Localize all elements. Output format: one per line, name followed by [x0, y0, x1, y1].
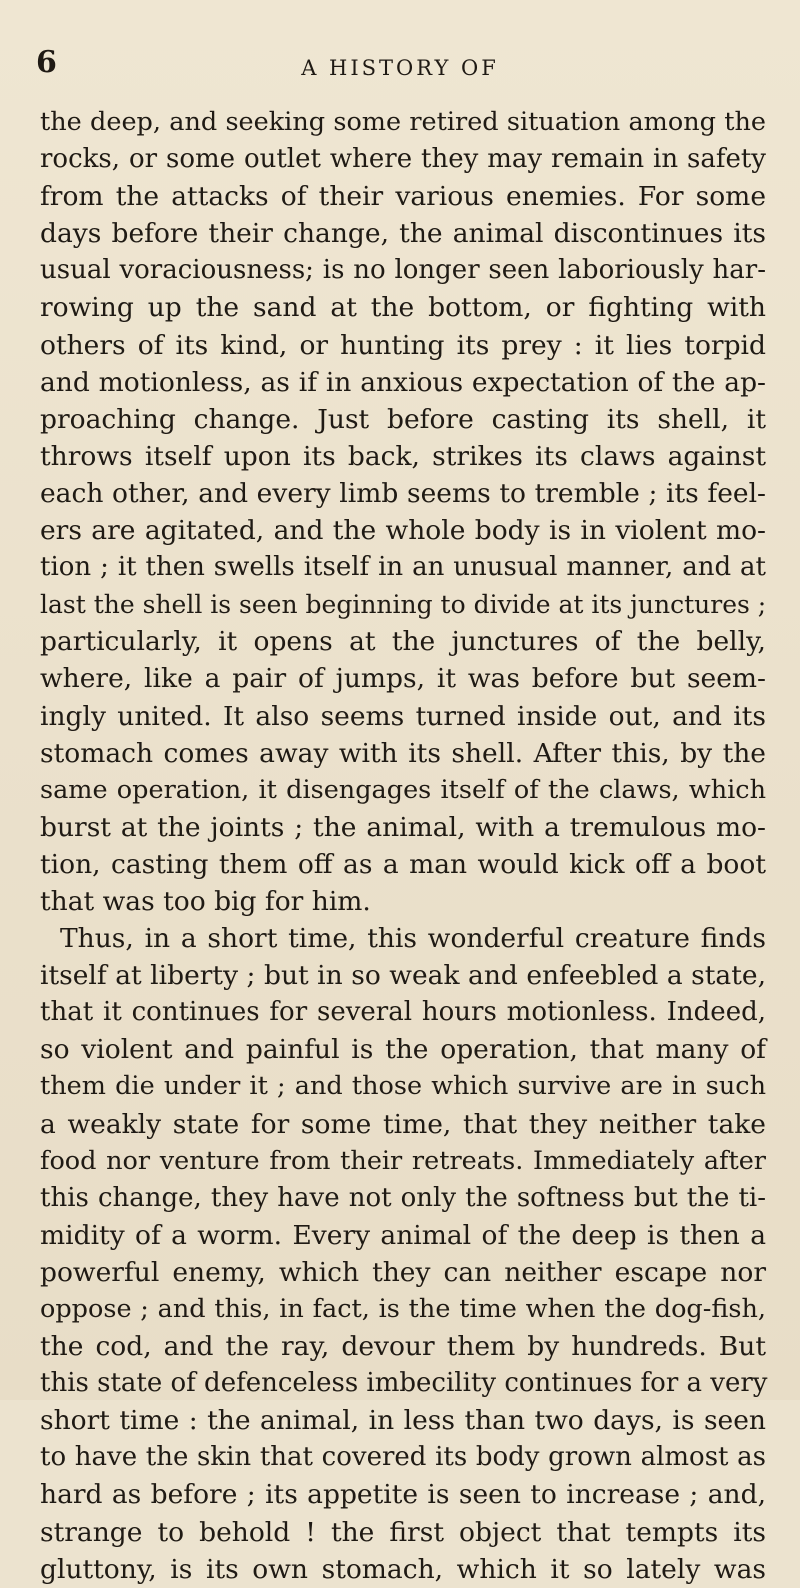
text-line: itself at liberty ; but in so weak and enfeebled a state, — [40, 960, 766, 992]
text-line: the cod, and the ray, devour them by hundreds. But — [40, 1331, 766, 1363]
text-line: burst at the joints ; the animal, with a tremulous mo- — [40, 811, 766, 843]
text-line: throws itself upon its back, strikes its claws against — [40, 440, 766, 472]
text-line: where, like a pair of jumps, it was before but seem- — [40, 663, 766, 695]
text-line: proaching change. Just before casting its shell, it — [40, 403, 766, 435]
body-text — [40, 104, 766, 1588]
page-number: 6 — [36, 45, 57, 80]
text-line: tion ; it then swells itself in an unusual manner, and at — [40, 552, 766, 583]
text-line: a weakly state for some time, that they neither take — [40, 1108, 766, 1140]
text-line: oppose ; and this, in fact, is the time when the dog-fish, — [40, 1294, 766, 1324]
text-line: powerful enemy, which they can neither escape nor — [40, 1256, 766, 1288]
text-line: ingly united. It also seems turned inside out, and its — [40, 700, 766, 732]
text-line: particularly, it opens at the junctures of the belly, — [40, 626, 766, 658]
text-line: this change, they have not only the softness but the ti- — [40, 1182, 766, 1213]
text-line: short time : the animal, in less than two days, is seen — [40, 1405, 766, 1437]
text-line: rowing up the sand at the bottom, or fighting with — [40, 292, 766, 324]
text-line: tion, casting them off as a man would kick off a boot — [40, 848, 766, 880]
text-line: the deep, and seeking some retired situation among the — [40, 107, 766, 137]
running-head: A HISTORY OF — [301, 56, 499, 80]
text-line: from the attacks of their various enemies. For some — [40, 181, 766, 213]
text-line: each other, and every limb seems to tremble ; its feel- — [40, 477, 766, 509]
text-line: that it continues for several hours motionless. Indeed, — [40, 997, 766, 1028]
text-line: that was too big for him. — [40, 885, 371, 917]
text-line: this state of defenceless imbecility continues for a very — [40, 1368, 768, 1399]
text-line: food nor venture from their retreats. Immediately after — [40, 1145, 766, 1176]
text-line: gluttony, is its own stomach, which it so lately was — [40, 1553, 766, 1585]
text-line: to have the skin that covered its body grown almost as — [40, 1442, 766, 1473]
text-line: Thus, in a short time, this wonderful creature finds — [60, 923, 766, 955]
text-line: usual voraciousness; is no longer seen laboriously har- — [40, 255, 766, 286]
text-line: ers are agitated, and the whole body is in violent mo- — [40, 515, 766, 547]
text-line: same operation, it disengages itself of the claws, which — [40, 774, 766, 805]
text-line: stomach comes away with its shell. After this, by the — [40, 737, 766, 769]
text-line: days before their change, the animal discontinues its — [40, 218, 766, 250]
text-line: so violent and painful is the operation, that many of — [40, 1034, 766, 1066]
text-line: them die under it ; and those which survive are in such — [40, 1071, 766, 1102]
text-line: and motionless, as if in anxious expectation of the ap- — [40, 366, 766, 398]
text-line: others of its kind, or hunting its prey : it lies torpid — [40, 329, 766, 361]
text-line: midity of a worm. Every animal of the deep is then a — [40, 1219, 766, 1251]
text-line: hard as before ; its appetite is seen to increase ; and, — [40, 1479, 766, 1511]
text-line: strange to behold ! the first object that tempts its — [40, 1516, 766, 1548]
text-line: rocks, or some outlet where they may remain in safety — [40, 144, 766, 175]
text-line: last the shell is seen beginning to divide at its junctures ; — [40, 590, 767, 620]
